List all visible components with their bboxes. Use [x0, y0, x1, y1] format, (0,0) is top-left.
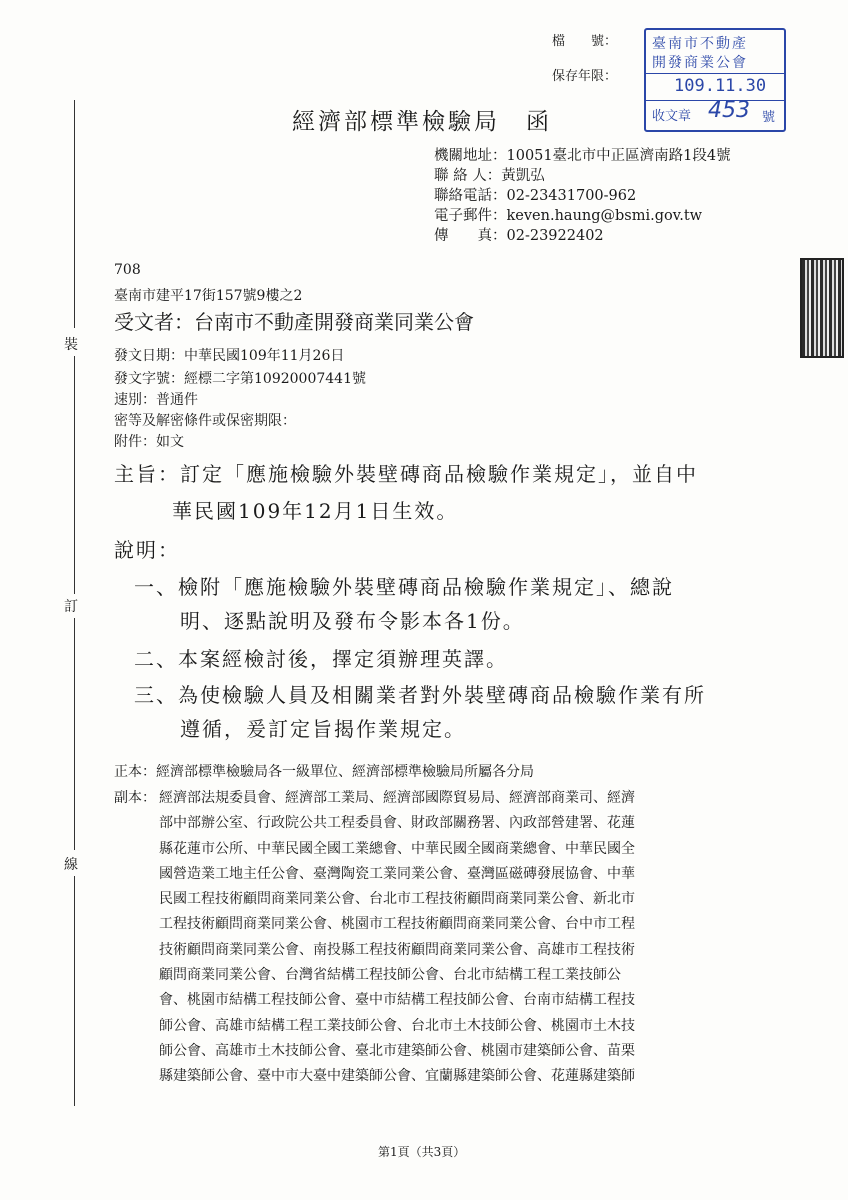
- binding-mark-ding: 訂: [64, 599, 78, 615]
- stamp-received-label: 收文章: [652, 109, 692, 124]
- recipient: 受文者：台南市不動產開發商業同業公會: [114, 310, 474, 334]
- copies-line: 民國工程技術顧問商業同業公會、台北市工程技術顧問商業同業公會、新北市: [159, 891, 635, 908]
- primary-recipients: 正本：經濟部標準檢驗局各一級單位、經濟部標準檢驗局所屬各分局: [114, 764, 534, 780]
- secrecy-level: 密等及解密條件或保密期限：: [114, 413, 296, 429]
- explanation-item-1-line-2: 明、逐點說明及發布令影本各1份。: [180, 609, 525, 633]
- explanation-item-2: 二、本案經檢討後，擇定須辦理英譯。: [134, 647, 508, 671]
- contact-email: 電子郵件：keven.haung@bsmi.gov.tw: [434, 208, 703, 224]
- binding-line: [74, 356, 75, 594]
- received-stamp: [644, 28, 786, 132]
- copies-line: 國營造業工地主任公會、臺灣陶瓷工業同業公會、臺灣區磁磚發展協會、中華: [159, 865, 635, 882]
- file-number-label: 檔 號：: [552, 34, 618, 49]
- agency-address: 機關地址：10051臺北市中正區濟南路1段4號: [434, 148, 731, 164]
- copies-line: 經濟部法規委員會、經濟部工業局、經濟部國際貿易局、經濟部商業司、經濟: [159, 790, 635, 806]
- recipient-street-address: 臺南市建平17街157號9樓之2: [114, 288, 303, 304]
- stamp-divider: [646, 73, 784, 74]
- copies-line: 技術顧問商業同業公會、南投縣工程技術顧問商業同業公會、高雄市工程技術: [159, 941, 635, 958]
- stamp-hao: 號: [762, 110, 776, 125]
- stamp-org-line2: 開發商業公會: [652, 55, 748, 71]
- explanation-item-1-line-1: 一、檢附「應施檢驗外裝壁磚商品檢驗作業規定」、總說: [134, 575, 674, 599]
- subject-line-1: 主旨：訂定「應施檢驗外裝壁磚商品檢驗作業規定」，並自中: [114, 462, 698, 486]
- copies-label: 副本：: [114, 790, 156, 806]
- contact-phone: 聯絡電話：02-23431700-962: [434, 188, 637, 204]
- retention-period-label: 保存年限：: [552, 69, 618, 84]
- explanation-item-3-line-2: 遵循，爰訂定旨揭作業規定。: [180, 717, 466, 741]
- explanation-item-3-line-1: 三、為使檢驗人員及相關業者對外裝壁磚商品檢驗作業有所: [134, 683, 706, 707]
- copies-list: [159, 786, 635, 1090]
- contact-block: [434, 146, 731, 246]
- copies-line: 縣花蓮市公所、中華民國全國工業總會、中華民國全國商業總會、中華民國全: [159, 840, 635, 857]
- speed-level: 速別：普通件: [114, 392, 198, 408]
- binding-line: [74, 618, 75, 850]
- attachment: 附件：如文: [114, 434, 184, 450]
- binding-line: [74, 876, 75, 1106]
- copies-line: 部中部辦公室、行政院公共工程委員會、財政部關務署、內政部營建署、花蓮: [159, 815, 635, 832]
- issue-date: 發文日期：中華民國109年11月26日: [114, 348, 345, 364]
- postal-code: 708: [114, 262, 141, 278]
- copies-line: 師公會、高雄市結構工程工業技師公會、台北市土木技師公會、桃園市土木技: [159, 1017, 635, 1034]
- subject-line-2: 華民國109年12月1日生效。: [172, 499, 459, 523]
- binding-line: [74, 100, 75, 328]
- copies-line: 顧問商業同業公會、台灣省結構工程技師公會、台北市結構工程工業技師公: [159, 967, 621, 984]
- stamp-date: 109.11.30: [674, 76, 767, 96]
- stamp-received-number: 453: [708, 98, 750, 123]
- barcode-stamp: [800, 258, 844, 358]
- contact-fax: 傳 真：02-23922402: [434, 228, 604, 244]
- explanation-heading: 說明：: [114, 538, 180, 562]
- binding-mark-zhuang: 裝: [64, 337, 78, 353]
- contact-person: 聯 絡 人：黃凱弘: [434, 168, 545, 184]
- page-number: 第1頁（共3頁）: [378, 1145, 466, 1159]
- stamp-org-line1: 臺南市不動產: [652, 36, 748, 52]
- document-title: 經濟部標準檢驗局 函: [292, 109, 552, 135]
- binding-mark-xian: 線: [64, 857, 78, 873]
- copies-line: 縣建築師公會、臺中市大臺中建築師公會、宜蘭縣建築師公會、花蓮縣建築師: [159, 1068, 635, 1085]
- copies-line: 會、桃園市結構工程技師公會、臺中市結構工程技師公會、台南市結構工程技: [159, 992, 635, 1009]
- copies-line: 師公會、高雄市土木技師公會、臺北市建築師公會、桃園市建築師公會、苗栗: [159, 1042, 635, 1059]
- copies-line: 工程技術顧問商業同業公會、桃園市工程技術顧問商業同業公會、台中市工程: [159, 916, 635, 933]
- document-number: 發文字號：經標二字第10920007441號: [114, 371, 366, 387]
